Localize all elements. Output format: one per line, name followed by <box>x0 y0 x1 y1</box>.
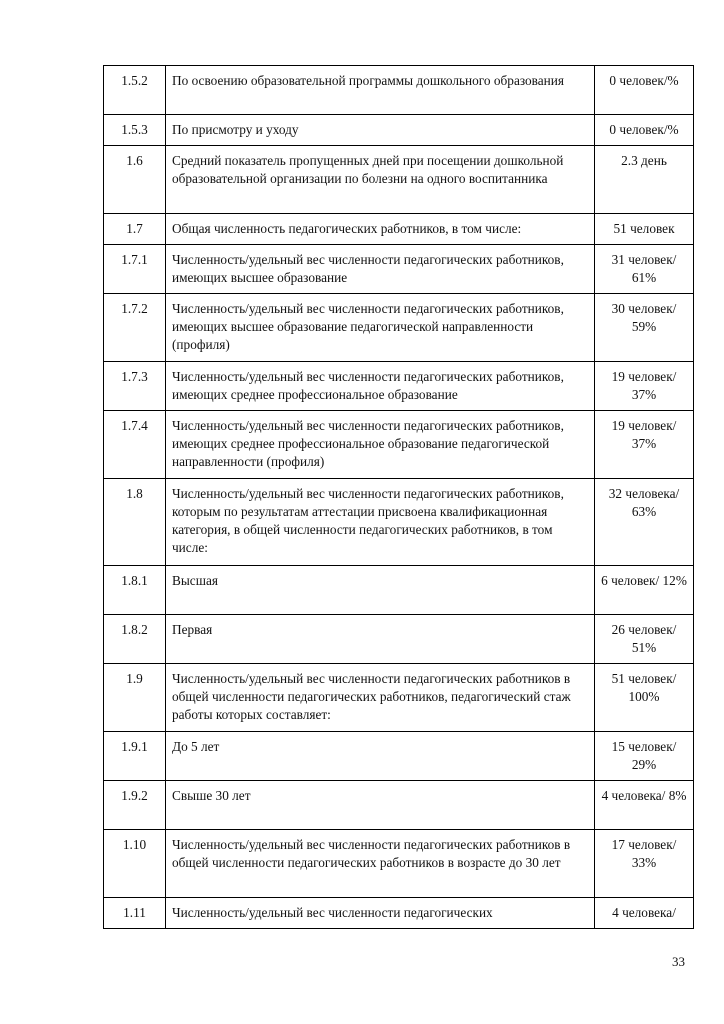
table-row <box>104 115 694 146</box>
indicators-table-body <box>104 66 694 929</box>
row-value: 26 человек/ 51% <box>595 615 694 664</box>
table-row <box>104 362 694 411</box>
row-value: 6 человек/ 12% <box>595 566 694 615</box>
row-value: 32 человека/ 63% <box>595 479 694 566</box>
table-row <box>104 781 694 830</box>
row-indicator-text: По присмотру и уходу <box>166 115 595 146</box>
table-row <box>104 830 694 898</box>
row-indicator-text: Высшая <box>166 566 595 615</box>
row-number: 1.5.2 <box>104 66 166 115</box>
row-value: 4 человека/ <box>595 898 694 929</box>
page-number: 33 <box>672 954 685 969</box>
row-indicator-text: Первая <box>166 615 595 664</box>
row-indicator-text: Численность/удельный вес численности педагогических работников, имеющих высшее образование <box>166 245 595 294</box>
table-row <box>104 146 694 214</box>
row-indicator-text: До 5 лет <box>166 732 595 781</box>
row-indicator-text: Численность/удельный вес численности педагогических работников в общей численности педагогических работников, педагогический стаж работы которых составляет: <box>166 664 595 732</box>
row-number: 1.9 <box>104 664 166 732</box>
row-number: 1.5.3 <box>104 115 166 146</box>
row-value: 17 человек/ 33% <box>595 830 694 898</box>
row-number: 1.8.2 <box>104 615 166 664</box>
row-indicator-text: Свыше 30 лет <box>166 781 595 830</box>
row-number: 1.11 <box>104 898 166 929</box>
row-indicator-text: Численность/удельный вес численности педагогических работников, которым по результатам аттестации присвоена квалификационная категория, в общей численности педагогических работников, в том числе: <box>166 479 595 566</box>
table-row <box>104 411 694 479</box>
row-value: 0 человек/% <box>595 115 694 146</box>
row-value: 2.3 день <box>595 146 694 214</box>
row-indicator-text: Общая численность педагогических работников, в том числе: <box>166 214 595 245</box>
table-row <box>104 294 694 362</box>
table-row <box>104 245 694 294</box>
row-indicator-text: Численность/удельный вес численности педагогических работников, имеющих высшее образование педагогической направленности (профиля) <box>166 294 595 362</box>
row-indicator-text: Средний показатель пропущенных дней при посещении дошкольной образовательной организации по болезни на одного воспитанника <box>166 146 595 214</box>
row-indicator-text: По освоению образовательной программы дошкольного образования <box>166 66 595 115</box>
row-value: 51 человек <box>595 214 694 245</box>
row-number: 1.6 <box>104 146 166 214</box>
table-row <box>104 615 694 664</box>
row-number: 1.10 <box>104 830 166 898</box>
row-number: 1.9.1 <box>104 732 166 781</box>
row-value: 31 человек/ 61% <box>595 245 694 294</box>
table-row <box>104 66 694 115</box>
row-value: 0 человек/% <box>595 66 694 115</box>
row-value: 30 человек/ 59% <box>595 294 694 362</box>
table-row <box>104 898 694 929</box>
row-number: 1.7.2 <box>104 294 166 362</box>
table-row <box>104 732 694 781</box>
row-indicator-text: Численность/удельный вес численности педагогических работников, имеющих среднее профессиональное образование педагогической направленности (профиля) <box>166 411 595 479</box>
table-row <box>104 566 694 615</box>
row-value: 51 человек/ 100% <box>595 664 694 732</box>
row-number: 1.7.4 <box>104 411 166 479</box>
row-indicator-text: Численность/удельный вес численности педагогических работников в общей численности педагогических работников в возрасте до 30 лет <box>166 830 595 898</box>
row-number: 1.7.3 <box>104 362 166 411</box>
row-indicator-text: Численность/удельный вес численности педагогических работников, имеющих среднее профессиональное образование <box>166 362 595 411</box>
row-indicator-text: Численность/удельный вес численности педагогических <box>166 898 595 929</box>
row-value: 4 человека/ 8% <box>595 781 694 830</box>
row-number: 1.8.1 <box>104 566 166 615</box>
table-row <box>104 214 694 245</box>
row-value: 15 человек/ 29% <box>595 732 694 781</box>
row-value: 19 человек/ 37% <box>595 411 694 479</box>
row-number: 1.7.1 <box>104 245 166 294</box>
table-row <box>104 664 694 732</box>
table-row <box>104 479 694 566</box>
row-value: 19 человек/ 37% <box>595 362 694 411</box>
row-number: 1.9.2 <box>104 781 166 830</box>
row-number: 1.7 <box>104 214 166 245</box>
row-number: 1.8 <box>104 479 166 566</box>
indicators-table <box>103 65 694 929</box>
